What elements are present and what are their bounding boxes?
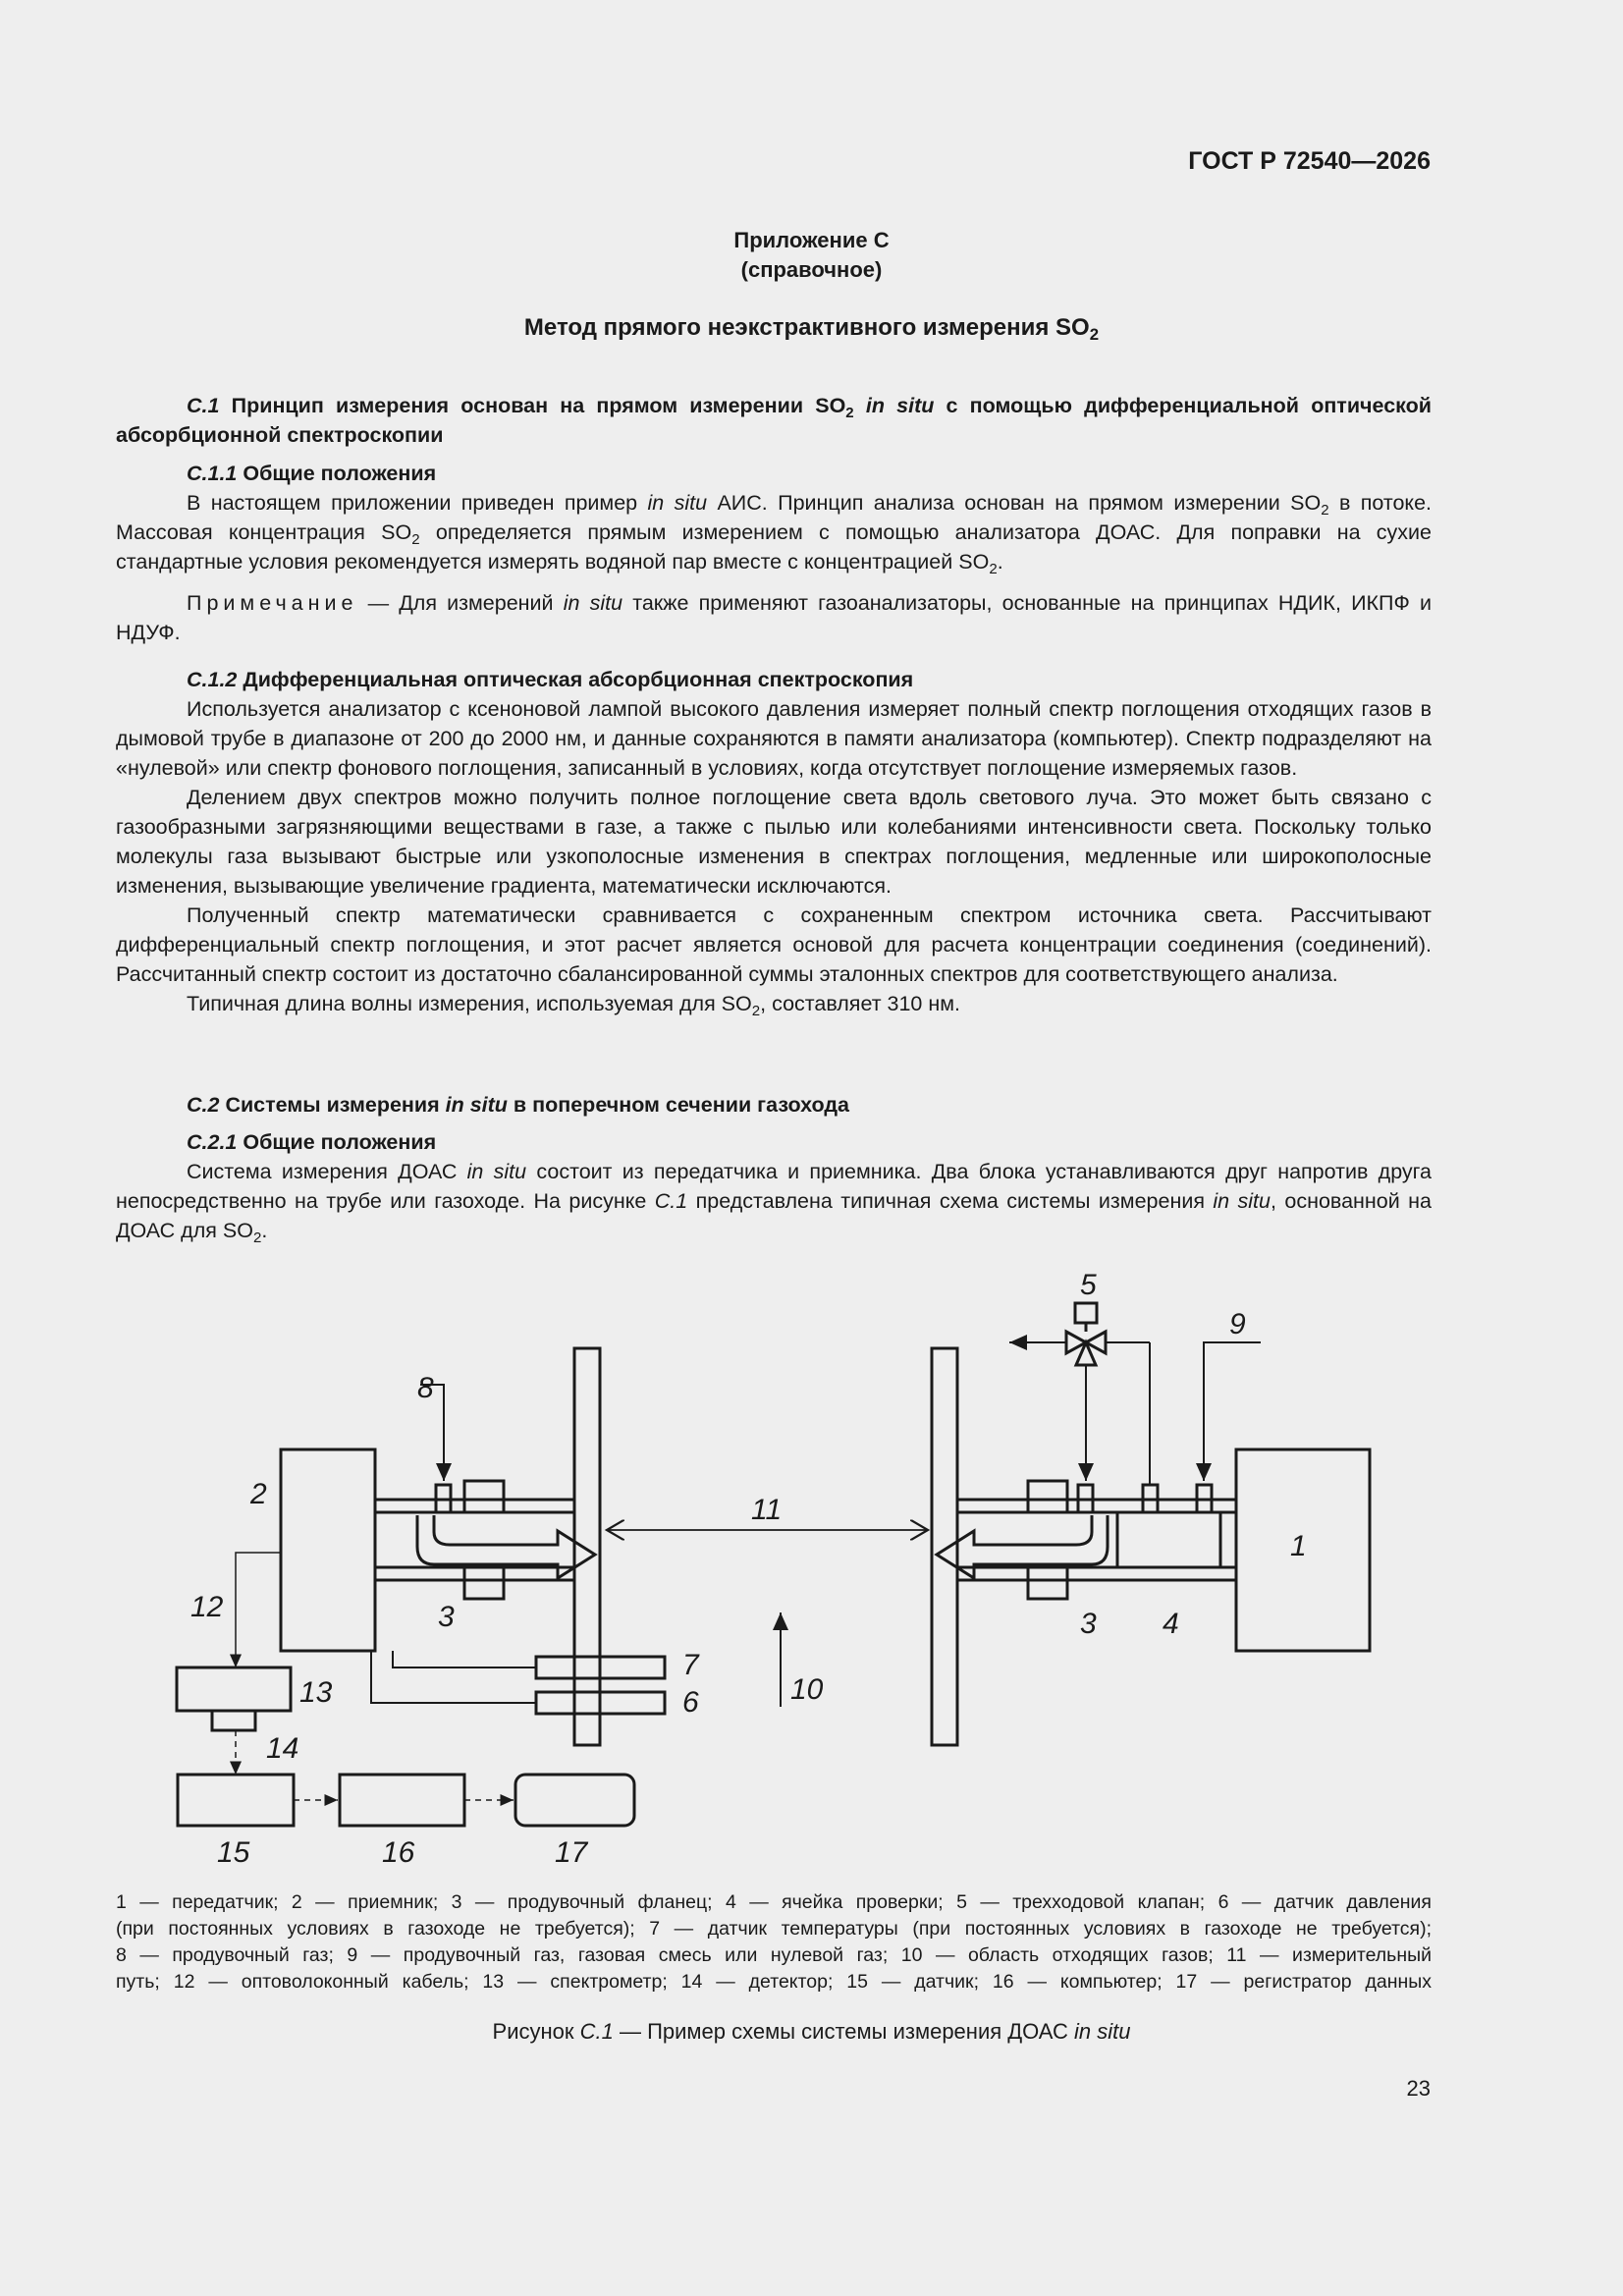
legend-line-4: путь; 12 — оптоволоконный кабель; 13 — спектрометр; 14 — детектор; 15 — датчик; 16 — компьютер; 17 — регистратор данных	[116, 1971, 1432, 1993]
c1-heading: С.1 Принцип измерения основан на прямом измерении $SO_2$ in situ с помощью дифференциальной оптической абсорбционной спектроскопии	[116, 394, 1432, 447]
c11-title: Общие положения	[243, 462, 437, 485]
check-cell	[1117, 1512, 1220, 1567]
legend-line-3: 8 — продувочный газ; 9 — продувочный газ, газовая смесь или нулевой газ; 10 — область отходящих газов; 11 — измерительный	[116, 1944, 1432, 1966]
c12-paragraph-3: Полученный спектр математически сравнивается с сохраненным спектром источника света. Рассчитывают дифференциальный спектр поглощения, и этот расчет является основой для расчета концентрации соединения (соединений). Рассчитанный спектр состоит из достаточно сбалансированной суммы эталонных спектров для соответствующего анализа.	[116, 903, 1432, 986]
c21-paragraph: Система измерения ДОАС in situ состоит из передатчика и приемника. Два блока устанавливаются друг напротив друга непосредственно на трубе или газоходе. На рисунке С.1 представлена типичная схема системы измерения in situ, основанной на ДОАС для $SO_2$.	[116, 1160, 1433, 1246]
appendix-subtitle: (справочное)	[740, 257, 883, 282]
left-flange-top	[464, 1481, 504, 1512]
label-6: 6	[682, 1686, 699, 1719]
caption-number: С.1	[579, 2019, 614, 2044]
label-16: 16	[382, 1836, 415, 1869]
c12-paragraph-4: Типичная длина волны измерения, используемая для $SO_2$, составляет 310 нм.	[187, 992, 960, 1019]
c12-title: Дифференциальная оптическая абсорбционная спектроскопия	[243, 668, 914, 691]
note: Примечание — Для измерений in situ также применяют газоанализаторы, основанные на принципах НДИК, ИКПФ и НДУФ.	[116, 591, 1432, 644]
spectrometer-box	[177, 1667, 291, 1711]
detector-box	[212, 1711, 255, 1730]
label-2: 2	[250, 1478, 267, 1510]
right-flange-top	[1028, 1481, 1067, 1512]
legend-line-2: (при постоянных условиях в газоходе не требуется); 7 — датчик температуры (при постоянных условиях в газоходе не требуется);	[116, 1918, 1432, 1940]
label-12: 12	[190, 1591, 224, 1623]
receiver-box	[281, 1449, 375, 1651]
page-number: 23	[1406, 2076, 1431, 2101]
c11-paragraph: В настоящем приложении приведен пример in situ АИС. Принцип анализа основан на прямом измерении $SO_2$ в потоке. Массовая концентрация $SO_2$ определяется прямым измерением с помощью анализатора ДОАС. Для поправки на сухие стандартные условия рекомендуется измерять водяной пар вместе с концентрацией $SO_2$.	[116, 491, 1433, 577]
valve-actuator	[1075, 1303, 1097, 1323]
label-7: 7	[682, 1649, 699, 1681]
computer-box	[340, 1775, 464, 1826]
standard-number: ГОСТ Р 72540—2026	[1188, 147, 1431, 175]
label-13: 13	[299, 1676, 333, 1709]
appendix-title: Приложение С	[733, 228, 890, 252]
c2-block: С.2 Системы измерения in situ в поперечном сечении газохода	[187, 1093, 849, 1117]
data-recorder-box	[515, 1775, 634, 1826]
legend-line-1: 1 — передатчик; 2 — приемник; 3 — продувочный фланец; 4 — ячейка проверки; 5 — трехходовой клапан; 6 — датчик давления	[116, 1891, 1432, 1913]
label-14: 14	[266, 1732, 299, 1765]
label-3-left: 3	[438, 1601, 455, 1633]
label-5: 5	[1080, 1269, 1097, 1301]
label-1: 1	[1290, 1530, 1307, 1562]
label-11: 11	[751, 1494, 783, 1526]
section-title: Метод прямого неэкстрактивного измерения $SO_2$	[523, 314, 1100, 344]
c1-num: С.1	[187, 394, 220, 417]
c12-num: С.1.2	[187, 668, 238, 691]
c2-num: С.2	[187, 1093, 220, 1117]
c21-num: С.2.1	[187, 1130, 238, 1154]
right-duct-wall	[932, 1348, 957, 1745]
c11-num: С.1.1	[187, 462, 238, 485]
left-flange-bottom	[464, 1567, 504, 1599]
c21-title: Общие положения	[243, 1130, 437, 1154]
figure-legend	[116, 1889, 1432, 1995]
caption-prefix: Рисунок	[492, 2019, 574, 2044]
c12-paragraph-2: Делением двух спектров можно получить полное поглощение света вдоль светового луча. Это может быть связано с газообразными загрязняющими веществами в газе, а также с пылью или колебаниями интенсивности света. Поскольку только молекулы газа вызывают быстрые или узкополосные изменения в спектрах поглощения, медленные или широкополосные изменения, вызывающие увеличение градиента, математически исключаются.	[116, 786, 1432, 898]
figure-caption: Рисунок С.1 — Пример схемы системы измерения ДОАС in situ	[492, 2019, 1131, 2044]
label-3-right: 3	[1080, 1608, 1097, 1640]
sensor-box	[178, 1775, 294, 1826]
right-flange-bottom	[1028, 1567, 1067, 1599]
label-4: 4	[1163, 1608, 1179, 1640]
c12-paragraph-1: Используется анализатор с ксеноновой лампой высокого давления измеряет полный спектр поглощения отходящих газов в дымовой трубе в диапазоне от 200 до 2000 нм, и данные сохраняются в памяти анализатора (компьютер). Спектр подразделяют на «нулевой» или спектр фонового поглощения, записанный в условиях, когда отсутствует поглощение измеряемых газов.	[116, 697, 1432, 780]
label-9: 9	[1229, 1308, 1246, 1340]
label-8: 8	[417, 1372, 434, 1404]
label-10: 10	[790, 1673, 824, 1706]
label-15: 15	[217, 1836, 250, 1869]
note-label: Примечание	[187, 591, 358, 615]
left-duct-wall	[574, 1348, 600, 1745]
label-17: 17	[555, 1836, 588, 1869]
